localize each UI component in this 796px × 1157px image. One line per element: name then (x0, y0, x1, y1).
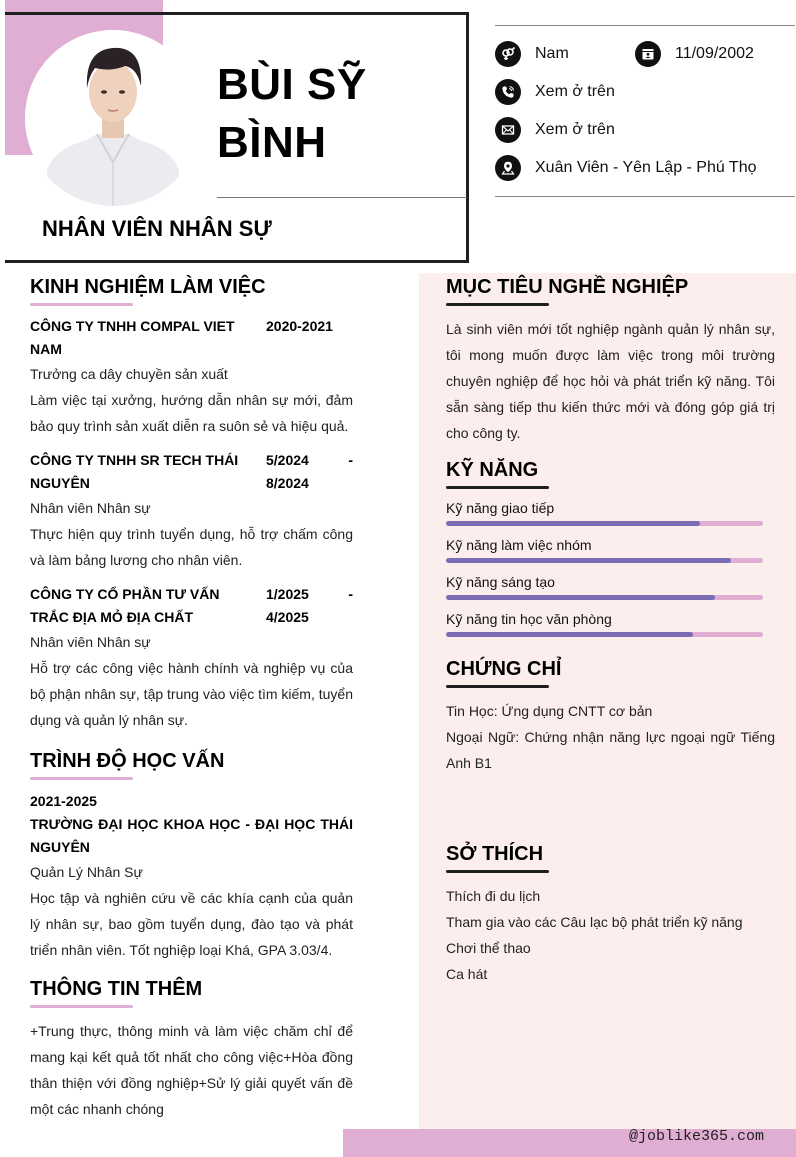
email-value: Xem ở trên (535, 121, 615, 138)
heading-underline (30, 777, 133, 780)
additional-info-section (30, 975, 353, 1122)
education-period: 2021-2025 (30, 793, 97, 809)
contact-gender (495, 41, 569, 67)
skill-item (446, 572, 775, 600)
hobby-item: Tham gia vào các Câu lạc bộ phát triển kỹ năng (446, 914, 743, 930)
skill-bar-fill (446, 558, 731, 563)
job-date: 5/2024 - 8/2024 (266, 452, 353, 491)
skill-item (446, 535, 775, 563)
job-company: CÔNG TY TNHH SR TECH THÁI NGUYÊN (30, 452, 239, 491)
job-description: Hỗ trợ các công việc hành chính và nghiệp vụ của bộ phận nhân sự, tập trung vào việc tìm kiếm, tuyển dụng và quản lý nhân sự. (30, 660, 353, 728)
skill-label: Kỹ năng sáng tạo (446, 574, 555, 590)
objective-section (446, 273, 775, 446)
skill-bar (446, 558, 763, 563)
job-title: NHÂN VIÊN NHÂN SỰ (42, 216, 272, 241)
hobbies-section (446, 840, 775, 987)
contact-divider-bottom (495, 196, 795, 197)
job-role: Nhân viên Nhân sự (30, 500, 151, 516)
skill-bar-fill (446, 632, 693, 637)
birthdate-value: 11/09/2002 (675, 45, 754, 62)
objective-heading: MỤC TIÊU NGHỀ NGHIỆP (446, 276, 689, 298)
envelope-icon (495, 117, 521, 143)
job-date: 1/2025 - 4/2025 (266, 586, 353, 625)
skill-item (446, 498, 775, 526)
heading-underline (30, 303, 133, 306)
heading-underline (30, 1005, 133, 1008)
experience-heading: KINH NGHIỆM LÀM VIỆC (30, 276, 266, 298)
job-company: CÔNG TY TNHH COMPAL VIET NAM (30, 318, 235, 357)
certificates-section (446, 655, 775, 776)
gender-value: Nam (535, 45, 569, 62)
contact-birthdate (635, 41, 754, 67)
phone-icon (495, 79, 521, 105)
certificate-item: Ngoại Ngữ: Chứng nhận năng lực ngoại ngữ Tiếng Anh B1 (446, 729, 775, 771)
skill-bar (446, 521, 763, 526)
job-date: 2020-2021 (266, 318, 333, 334)
experience-section (30, 273, 353, 733)
education-major: Quản Lý Nhân Sự (30, 864, 143, 880)
skill-bar (446, 632, 763, 637)
candidate-name: BÙI SỸ BÌNH (217, 60, 367, 167)
experience-item (30, 315, 353, 439)
skill-bar (446, 595, 763, 600)
right-column (446, 273, 775, 987)
gender-icon (495, 41, 521, 67)
job-description: Thực hiện quy trình tuyển dụng, hỗ trợ chấm công và làm bảng lương cho nhân viên. (30, 526, 353, 568)
objective-text: Là sinh viên mới tốt nghiệp ngành quản lý nhân sự, tôi mong muốn được làm việc trong môi trường chuyên nghiệp để học hỏi và phát triển kỹ năng. Tôi sẵn sàng tiếp thu kiến thức mới và đóng góp giá trị cho công ty. (446, 321, 775, 441)
additional-info-heading: THÔNG TIN THÊM (30, 978, 203, 1000)
heading-underline (446, 303, 549, 306)
person-photo-icon (25, 30, 201, 206)
skill-bar-fill (446, 595, 715, 600)
education-school: TRƯỜNG ĐẠI HỌC KHOA HỌC - ĐẠI HỌC THÁI NGUYÊN (30, 816, 353, 855)
hobby-item: Chơi thể thao (446, 940, 531, 956)
heading-underline (446, 486, 549, 489)
education-section (30, 747, 353, 963)
skills-section (446, 456, 775, 637)
certificate-item: Tin Học: Ứng dụng CNTT cơ bản (446, 703, 653, 719)
skills-heading: KỸ NĂNG (446, 459, 539, 481)
phone-value: Xem ở trên (535, 83, 615, 100)
hobbies-heading: SỞ THÍCH (446, 843, 544, 865)
heading-underline (446, 685, 549, 688)
education-description: Học tập và nghiên cứu về các khía cạnh của quản lý nhân sự, bao gồm tuyển dụng, đào tạo và phát triển nhân viên. Tốt nghiệp loại Khá, GPA 3.03/4. (30, 890, 353, 958)
experience-item (30, 583, 353, 733)
footer-watermark: @joblike365.com (628, 1128, 764, 1145)
profile-photo (25, 30, 201, 206)
calendar-icon (635, 41, 661, 67)
heading-underline (446, 870, 549, 873)
skill-label: Kỹ năng giao tiếp (446, 500, 555, 516)
skill-bar-fill (446, 521, 700, 526)
name-divider (217, 197, 467, 198)
additional-info-text: +Trung thực, thông minh và làm việc chăm chỉ để mang kại kết quả tốt nhất cho công việc+Hòa đồng thân thiện với đồng nghiệp+Sử lý giải quyết vấn đề một các nhanh chóng (30, 1023, 353, 1117)
experience-item (30, 449, 353, 573)
contact-phone (495, 79, 615, 105)
left-column (30, 273, 353, 1122)
skill-item (446, 609, 775, 637)
certificates-heading: CHỨNG CHỈ (446, 658, 562, 680)
contact-address (495, 155, 757, 181)
job-company: CÔNG TY CỔ PHẦN TƯ VẤN TRẮC ĐỊA MỎ ĐỊA CHẤT (30, 586, 220, 625)
job-role: Trưởng ca dây chuyền sản xuất (30, 366, 228, 382)
contact-email (495, 117, 615, 143)
job-description: Làm việc tại xưởng, hướng dẫn nhân sự mới, đảm bảo quy trình sản xuất diễn ra suôn sẻ và hiệu quả. (30, 392, 353, 434)
skill-label: Kỹ năng làm việc nhóm (446, 537, 592, 553)
education-heading: TRÌNH ĐỘ HỌC VẤN (30, 750, 225, 772)
location-pin-icon (495, 155, 521, 181)
address-value: Xuân Viên - Yên Lập - Phú Thọ (535, 159, 757, 176)
job-role: Nhân viên Nhân sự (30, 634, 151, 650)
hobby-item: Ca hát (446, 966, 488, 982)
hobby-item: Thích đi du lịch (446, 888, 541, 904)
skill-label: Kỹ năng tin học văn phòng (446, 611, 612, 627)
contact-divider-top (495, 25, 795, 26)
